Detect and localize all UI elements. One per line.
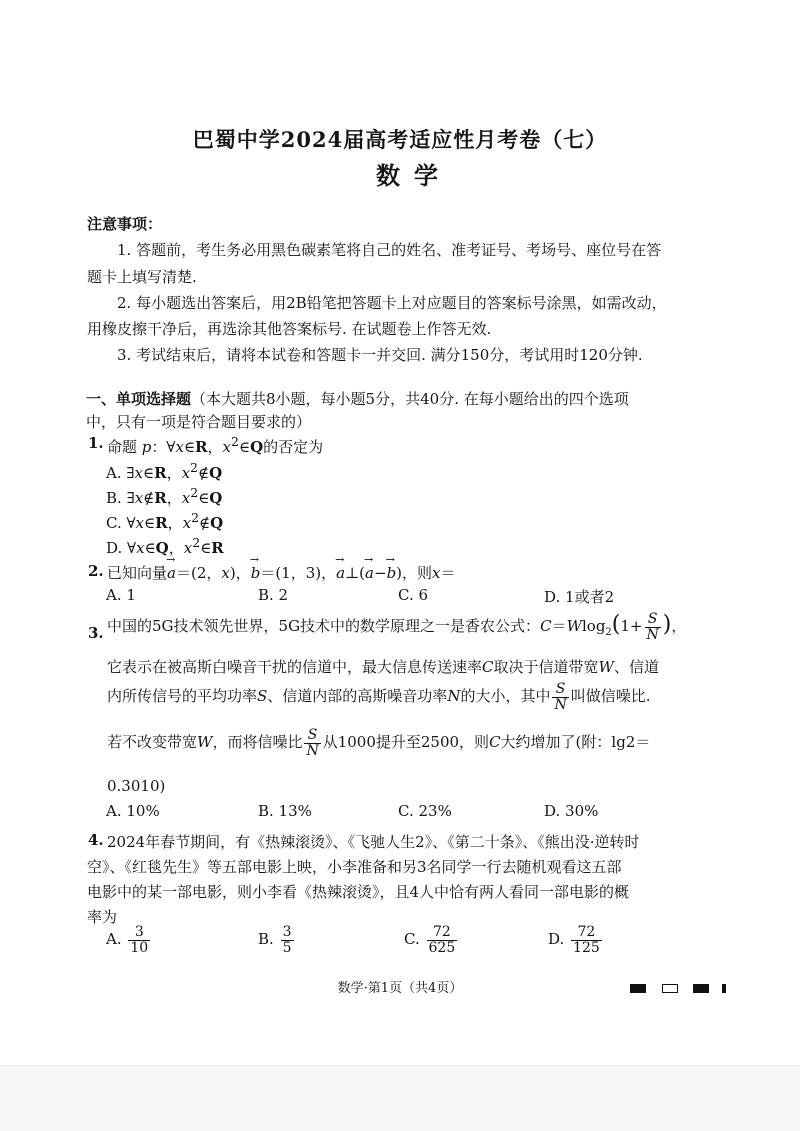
q2-option-c: C. 6 [398, 586, 429, 604]
section-heading-bold: 一、单项选择题 [86, 390, 192, 408]
q1-option-b: B. ∃x∉R，$x^2\in Q$ [106, 485, 223, 507]
section-heading-line-1 [86, 388, 629, 409]
q4-option-a-label: A. [106, 930, 122, 949]
q4-option-b-label: B. [258, 930, 274, 949]
q4-option-d-label: D. [548, 930, 565, 949]
q3-line4-d: 大约增加了(附：lg2＝ [500, 733, 651, 752]
q3-line3-b: 、信道内部的高斯噪音功率 [267, 687, 448, 706]
q3-option-a: A. 10% [106, 802, 160, 820]
q3-line2-c: 、信道 [613, 658, 659, 676]
q3-line3-c: 的大小，其中 [460, 687, 551, 706]
section-heading-rest: （本大题共8小题，每小题5分，共40分. 在每小题给出的四个选项 [191, 390, 629, 408]
q3-line4-a: 若不改变带宽 [107, 733, 198, 752]
page-footer: 数学·第1页（共4页） [337, 981, 463, 996]
question-2-stem: 已知向量→ a＝(2，x)，→ b＝(1，3)，→ a⊥(→ a−→ b)，则x＝ [107, 562, 456, 583]
q4-option-a [106, 925, 152, 955]
q3-line4-c: 从1000提升至2500，则 [322, 733, 490, 752]
q1-option-c-label: C. [106, 514, 122, 532]
question-1-number: 1. [88, 434, 104, 452]
q3-option-b: B. 13% [258, 802, 312, 820]
notice-item-2-line-2: 用橡皮擦干净后，再选涂其他答案标号. 在试题卷上作答无效. [87, 320, 492, 338]
q4-option-b-numerator: 3 [282, 924, 292, 940]
q3-line3-a: 内所传信号的平均功率 [107, 687, 258, 706]
q1-option-d-label: D. [106, 539, 123, 557]
question-4-number: 4. [88, 831, 104, 849]
notice-item-1-line-1: 1. 答题前，考生务必用黑色碳素笔将自己的姓名、准考证号、考场号、座位号在答 [117, 241, 662, 259]
question-3-line-1 [107, 612, 686, 646]
q2-option-b: B. 2 [258, 586, 289, 604]
q1-option-a: A. ∃x∈R，$x^2\notin Q$ [106, 460, 223, 482]
q3-line3-d: 叫做信噪比. [570, 687, 651, 706]
alignment-mark-hollow [662, 984, 678, 993]
q1-option-b-label: B. [106, 489, 122, 507]
q4-option-c [404, 925, 459, 955]
q2-option-a: A. 1 [106, 586, 136, 604]
shannon-formula: C＝Wlog$_2$(1+ $\frac{S}{N}$ )， [540, 611, 687, 643]
q1-option-c: C. ∀x∈R，$x^2\notin Q$ [106, 510, 224, 532]
q1-option-a-label: A. [106, 464, 122, 482]
alignment-mark-thin [722, 984, 726, 993]
notice-item-2-line-1: 2. 每小题选出答案后，用2B铅笔把答题卡上对应题目的答案标号涂黑，如需改动， [117, 294, 667, 312]
question-4-line-2: 空》、《红毯先生》等五部电影上映，小李准备和另3名同学一行去随机观看这五部 [87, 858, 622, 876]
q4-option-c-numerator: 72 [427, 925, 458, 941]
q3-option-d: D. 30% [544, 802, 599, 820]
q1-option-d: D. ∀x∈Q，$x^2\in R$ [106, 535, 224, 557]
q3-line2-a: 它表示在被高斯白噪音干扰的信道中，最大信息传送速率 [107, 658, 483, 676]
q4-option-c-denominator: 625 [428, 939, 456, 956]
q3-option-c: C. 23% [398, 802, 452, 820]
question-3-line-4: 若不改变带宽W，而将信噪比 $\frac{S}{N}$ 从1000提升至2500，则C大约增加了(附：lg2＝ [107, 727, 651, 759]
notice-item-1-line-2: 题卡上填写清楚. [87, 268, 197, 286]
q3-line2-b: 取决于信道带宽 [493, 658, 599, 676]
q4-option-b [258, 925, 296, 955]
q4-option-d-numerator: 72 [571, 925, 602, 941]
q4-option-a-denominator: 10 [130, 939, 149, 956]
question-2-number: 2. [88, 562, 104, 580]
q4-option-b-denominator: 5 [282, 939, 292, 956]
exam-title: 巴蜀中学2024届高考适应性月考卷（七） [192, 127, 608, 152]
q2-option-d: D. 1或者2 [544, 588, 615, 606]
question-4-line-4: 率为 [87, 908, 118, 926]
question-3-line-3: 内所传信号的平均功率S、信道内部的高斯噪音功率N的大小，其中 $\frac{S}{N}$ 叫做信噪比. [107, 681, 651, 713]
subject-title: 数学 [376, 161, 452, 190]
q2-stem-a: 已知向量 [107, 564, 168, 582]
q2-stem-b: 则 [417, 564, 433, 582]
notice-item-3: 3. 考试结束后，请将本试卷和答题卡一并交回. 满分150分，考试用时120分钟. [117, 346, 643, 364]
question-3-line-5: 0.3010) [107, 777, 166, 795]
q3-line1-text: 中国的5G技术领先世界，5G技术中的数学原理之一是香农公式： [107, 617, 541, 636]
q4-option-a-numerator: 3 [128, 925, 150, 941]
q1-stem-b: 的否定为 [263, 438, 324, 456]
alignment-mark-solid-1 [630, 984, 646, 993]
question-4-line-3: 电影中的某一部电影，则小李看《热辣滚烫》，且4人中恰有两人看同一部电影的概 [87, 883, 630, 901]
notice-heading: 注意事项： [87, 215, 163, 233]
q1-stem-a: 命题 [107, 438, 138, 456]
question-4-line-1: 2024年春节期间，有《热辣滚烫》、《飞驰人生2》、《第二十条》、《熊出没·逆转时 [107, 833, 640, 851]
section-heading-line-2: 中，只有一项是符合题目要求的） [86, 413, 312, 431]
scan-bottom-margin [0, 1065, 800, 1131]
question-3-line-2: 它表示在被高斯白噪音干扰的信道中，最大信息传送速率C取决于信道带宽W、信道 [107, 658, 659, 676]
q4-option-d-denominator: 125 [573, 939, 600, 956]
alignment-mark-solid-2 [693, 984, 709, 993]
q3-line4-b: ，而将信噪比 [212, 733, 303, 752]
question-3-number: 3. [88, 624, 104, 642]
q4-option-d [548, 925, 604, 955]
q4-option-c-label: C. [404, 930, 420, 949]
question-1-stem: 命题 p：∀x∈R，$x^2\in Q$的否定为 [107, 434, 324, 456]
